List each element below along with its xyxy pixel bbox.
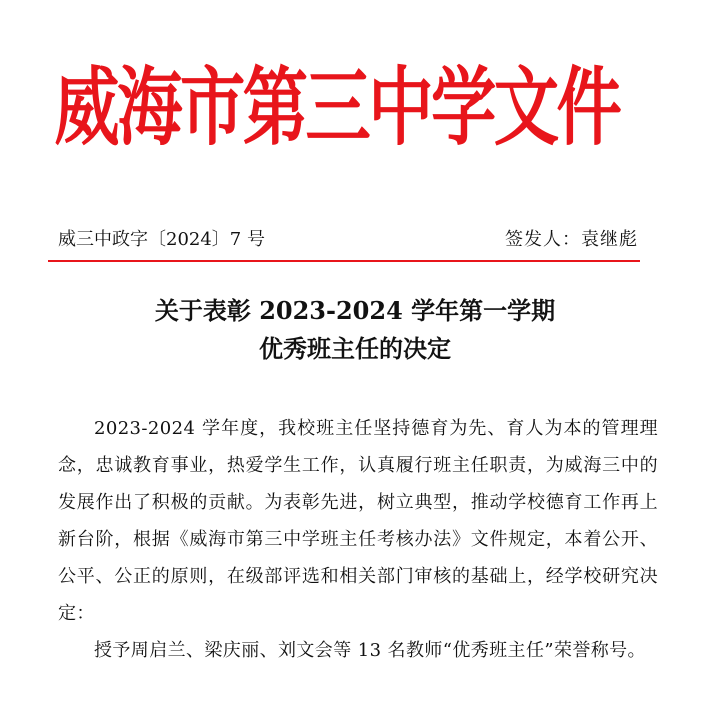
body-paragraph-2: 授予周启兰、梁庆丽、刘文会等 13 名教师“优秀班主任”荣誉称号。: [94, 640, 646, 661]
document-header-title: 威海市第三中学文件: [54, 57, 620, 158]
red-divider: [48, 260, 640, 262]
body-paragraph-1: 2023-2024 学年度，我校班主任坚持德育为先、育人为本的管理理念，忠诚教育事业，热爱学生工作，认真履行班主任职责，为威海三中的发展作出了积极的贡献。为表彰先进，树立典型，推动学校德育工作再上新台阶，根据《威海市第三中学班主任考核办法》文件规定，本着公开、公平、公正的原则，在级部评选和相关部门审核的基础上，经学校研究决定：: [58, 418, 658, 624]
document-number: 威三中政字〔2024〕7 号: [58, 229, 265, 250]
signer: 签发人：袁继彪: [505, 229, 638, 250]
title-line-1: 关于表彰 2023-2024 学年第一学期: [154, 296, 556, 325]
document-title: [60, 292, 650, 368]
title-line-2: 优秀班主任的决定: [259, 334, 451, 363]
meta-row: [58, 225, 648, 255]
document-body: [58, 410, 658, 669]
